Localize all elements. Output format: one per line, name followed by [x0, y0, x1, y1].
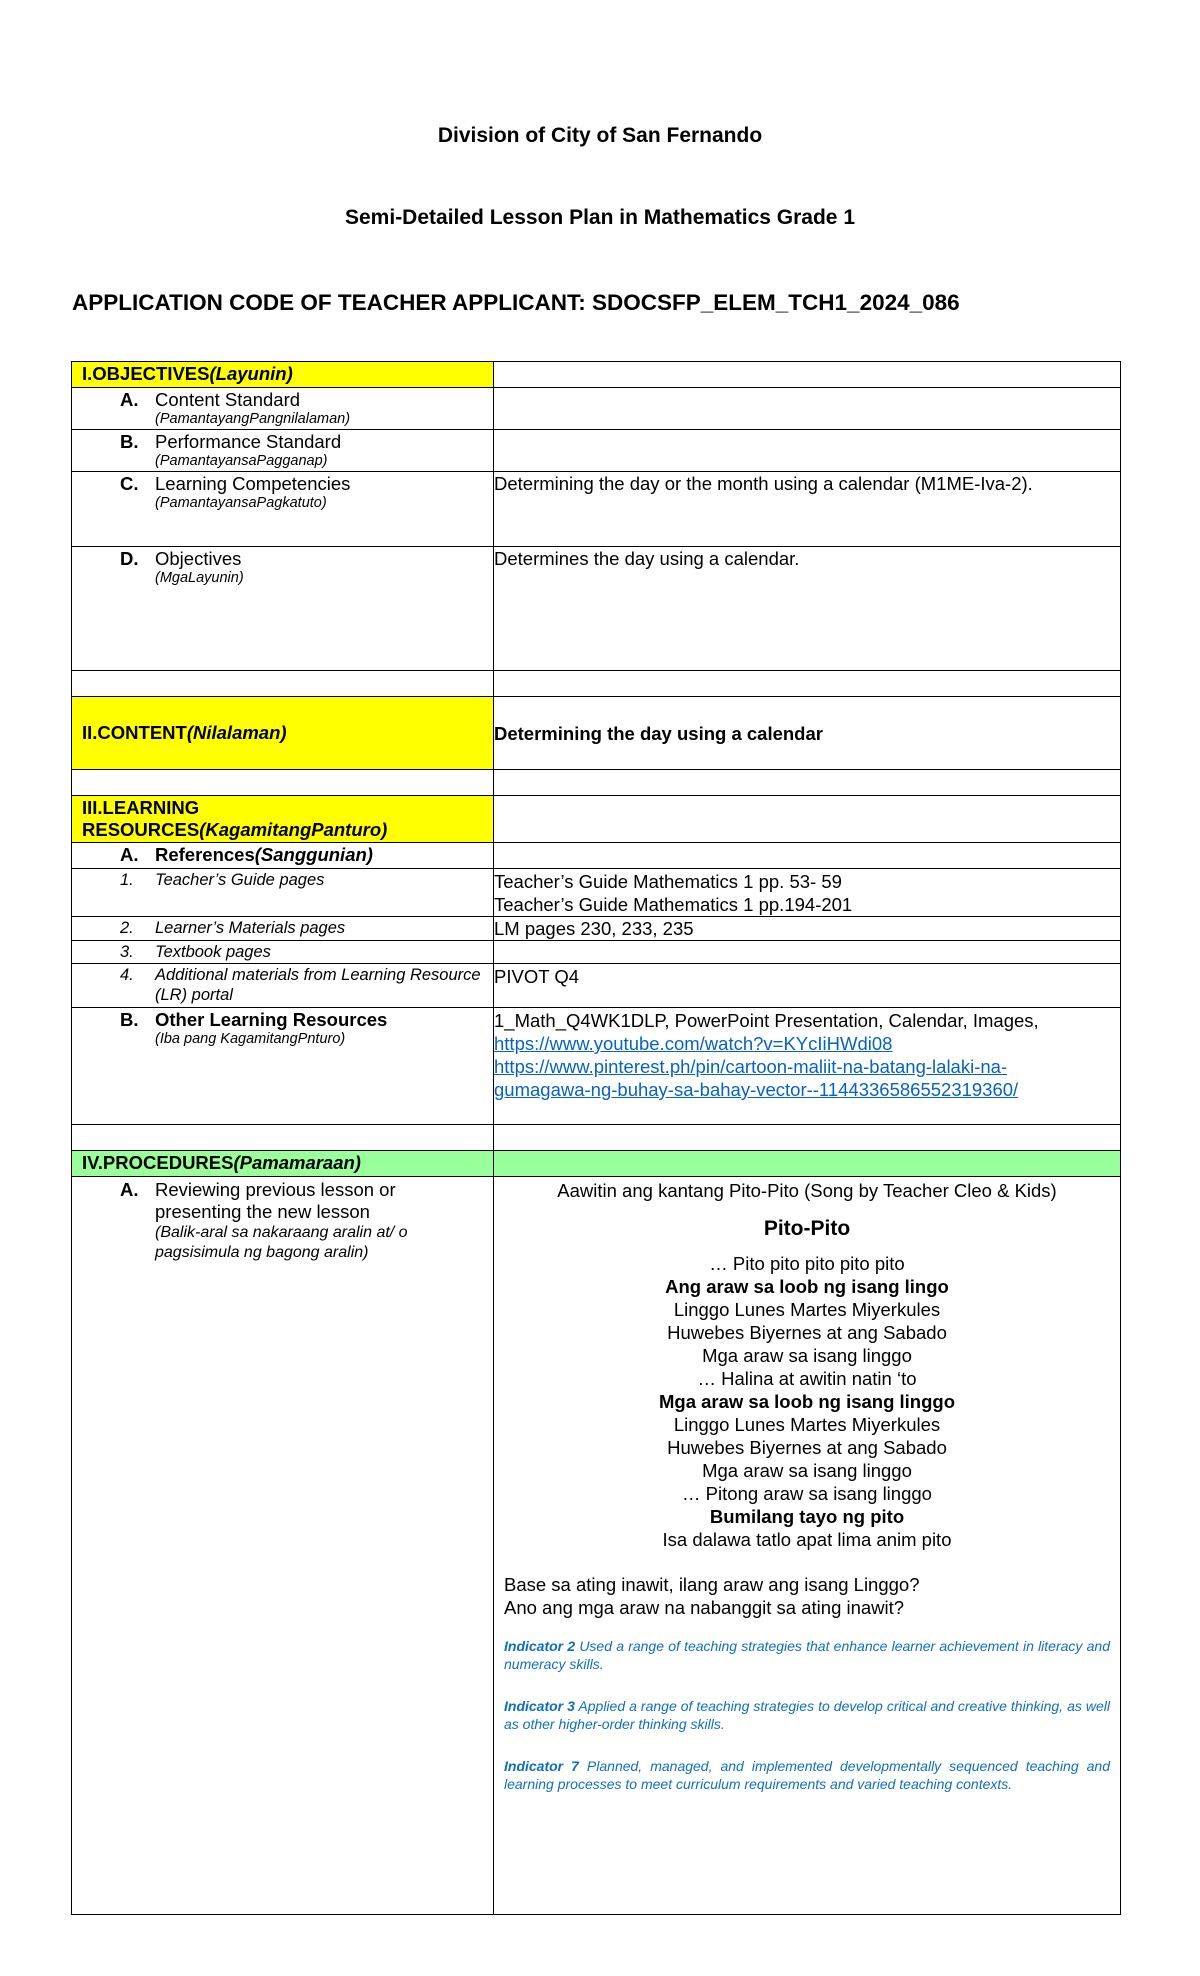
textbook-row: 3. Textbook pages: [72, 941, 1121, 964]
procedures-header-row: [72, 1151, 1121, 1177]
additional-materials-label: Additional materials from Learning Resource (LR) portal: [155, 966, 481, 1004]
additional-materials-row: 4. Additional materials from Learning Resource (LR) portal PIVOT Q4: [72, 964, 1121, 1008]
content-heading: II.CONTENT(Nilalaman): [72, 697, 494, 770]
review-label: Reviewing previous lesson or presenting the new lesson: [155, 1179, 396, 1222]
references-label: References: [155, 844, 255, 865]
indicator-3: Indicator 3 Applied a range of teaching strategies to develop critical and creative thinking, as well as other higher-order thinking skills.: [504, 1698, 1110, 1732]
song-intro: Aawitin ang kantang Pito-Pito (Song by Teacher Cleo & Kids): [557, 1180, 1057, 1201]
spacer-row: [72, 671, 1121, 697]
discussion-questions: Base sa ating inawit, ilang araw ang isang Linggo? Ano ang mga araw na nabanggit sa ating inawit?: [504, 1574, 920, 1618]
youtube-link[interactable]: https://www.youtube.com/watch?v=KYcIiHWdi08: [494, 1033, 893, 1054]
learners-materials-label: Learner’s Materials pages: [155, 919, 346, 937]
indicator-7: Indicator 7 Planned, managed, and implemented developmentally sequenced teaching and learning processes to meet curriculum requirements and varied teaching contexts.: [504, 1758, 1110, 1792]
other-resources-value: 1_Math_Q4WK1DLP, PowerPoint Presentation, Calendar, Images, https://www.youtube.com/watch?v=KYcIiHWdi08 https://www.pinterest.ph/pin/cartoon-maliit-na-batang-lalaki-na- gumagawa-ng-buhay-sa-bahay-vector--1144336586552319360/: [494, 1008, 1121, 1125]
references-row: A. References(Sanggunian): [72, 843, 1121, 869]
teachers-guide-row: 1. Teacher’s Guide pages Teacher’s Guide Mathematics 1 pp. 53- 59 Teacher’s Guide Mathematics 1 pp.194-201: [72, 869, 1121, 917]
resources-heading: III.LEARNING RESOURCES(KagamitangPanturo): [72, 796, 494, 843]
performance-standard-label: Performance Standard: [155, 431, 342, 452]
lesson-plan-table: [71, 361, 1121, 1915]
objectives-header-row: [72, 362, 1121, 388]
lesson-plan-title: Semi-Detailed Lesson Plan in Mathematics Grade 1: [345, 206, 855, 229]
content-standard-row: A. Content Standard (PamantayangPangnilalaman): [72, 388, 1121, 430]
content-row: [72, 697, 1121, 770]
other-resources-label: Other Learning Resources: [155, 1009, 388, 1030]
indicator-2: Indicator 2 Used a range of teaching strategies that enhance learner achievement in literacy and numeracy skills.: [504, 1638, 1110, 1672]
content-standard-label: Content Standard: [155, 389, 301, 410]
learning-competencies-row: C. Learning Competencies (PamantayansaPagkatuto) Determining the day or the month using a calendar (M1ME-Iva-2).: [72, 472, 1121, 547]
teachers-guide-value: Teacher’s Guide Mathematics 1 pp. 53- 59 Teacher’s Guide Mathematics 1 pp.194-201: [494, 869, 1121, 917]
additional-materials-value: PIVOT Q4: [494, 964, 1121, 1008]
objectives-label: Objectives: [155, 548, 242, 569]
objectives-row: D. Objectives (MgaLayunin) Determines the day using a calendar.: [72, 547, 1121, 671]
performance-standard-row: B. Performance Standard (PamantayansaPagganap): [72, 430, 1121, 472]
objectives-value: Determines the day using a calendar.: [494, 547, 1121, 671]
procedures-heading: IV.PROCEDURES(Pamamaraan): [72, 1151, 494, 1177]
spacer-row: [72, 1125, 1121, 1151]
division-heading: Division of City of San Fernando: [437, 124, 763, 147]
resources-header-row: [72, 796, 1121, 843]
pinterest-link[interactable]: https://www.pinterest.ph/pin/cartoon-maliit-na-batang-lalaki-na- gumagawa-ng-buhay-sa-bahay-vector--1144336586552319360/: [494, 1056, 1019, 1100]
learners-materials-value: LM pages 230, 233, 235: [494, 917, 1121, 941]
teachers-guide-label: Teacher’s Guide pages: [155, 871, 325, 889]
objectives-heading: I.OBJECTIVES(Layunin): [72, 362, 494, 388]
learning-competencies-value: Determining the day or the month using a calendar (M1ME-Iva-2).: [494, 472, 1121, 547]
application-code: APPLICATION CODE OF TEACHER APPLICANT: SDOCSFP_ELEM_TCH1_2024_086: [72, 290, 960, 315]
learners-materials-row: 2. Learner’s Materials pages LM pages 230, 233, 235: [72, 917, 1121, 941]
song-title: Pito-Pito: [763, 1217, 851, 1240]
review-row: A. Reviewing previous lesson or presenting the new lesson (Balik-aral sa nakaraang aralin at/ o pagsisimula ng bagong aralin) Aawitin ang kantang Pito-Pito (Song by Teacher Cleo & Kids) Pito-Pito … Pito pito pito pito pito Ang araw sa loob ng isang lingo Linggo Lunes Martes Miyerkules Huwebes Biyernes at ang Sabado Mga araw sa isang linggo … Halina at awitin natin ‘to Mga araw sa loob ng isang linggo Linggo Lunes Martes Miyerkules Huwebes Biyernes at ang Sabado Mga araw sa isang linggo … Pitong araw sa isang linggo Bumilang tayo ng pito Isa dalawa tatlo apat lima anim pito Base sa ating inawit, ilang araw ang isang Linggo? Ano ang mga araw na nabanggit sa ating inawit? Indicator 2 Used a range of teaching strategies that enhance learner achievement in literacy and numeracy skills. Indicator 3 Applied a range of teaching strategies to develop critical and creative thinking, as well as other higher-order thinking skills. Indicator 7 Planned, managed, and implemented developmentally sequenced teaching and learning processes to meet curriculum requirements and varied teaching contexts.: [72, 1177, 1121, 1915]
review-content: [494, 1177, 1121, 1915]
song-lyrics: … Pito pito pito pito pito Ang araw sa loob ng isang lingo Linggo Lunes Martes Miyerkules Huwebes Biyernes at ang Sabado Mga araw sa isang linggo … Halina at awitin natin ‘to Mga araw sa loob ng isang linggo Linggo Lunes Martes Miyerkules Huwebes Biyernes at ang Sabado Mga araw sa isang linggo … Pitong araw sa isang linggo Bumilang tayo ng pito Isa dalawa tatlo apat lima anim pito: [658, 1253, 956, 1550]
content-value: Determining the day using a calendar: [494, 697, 1121, 770]
spacer-row: [72, 770, 1121, 796]
learning-competencies-label: Learning Competencies: [155, 473, 351, 494]
other-resources-row: B. Other Learning Resources (Iba pang KagamitangPnturo) 1_Math_Q4WK1DLP, PowerPoint Presentation, Calendar, Images, https://www.youtube.com/watch?v=KYcIiHWdi08 https://www.pinterest.ph/pin/cartoon-maliit-na-batang-lalaki-na- gumagawa-ng-buhay-sa-bahay-vector--1144336586552319360/: [72, 1008, 1121, 1125]
textbook-label: Textbook pages: [155, 943, 271, 961]
